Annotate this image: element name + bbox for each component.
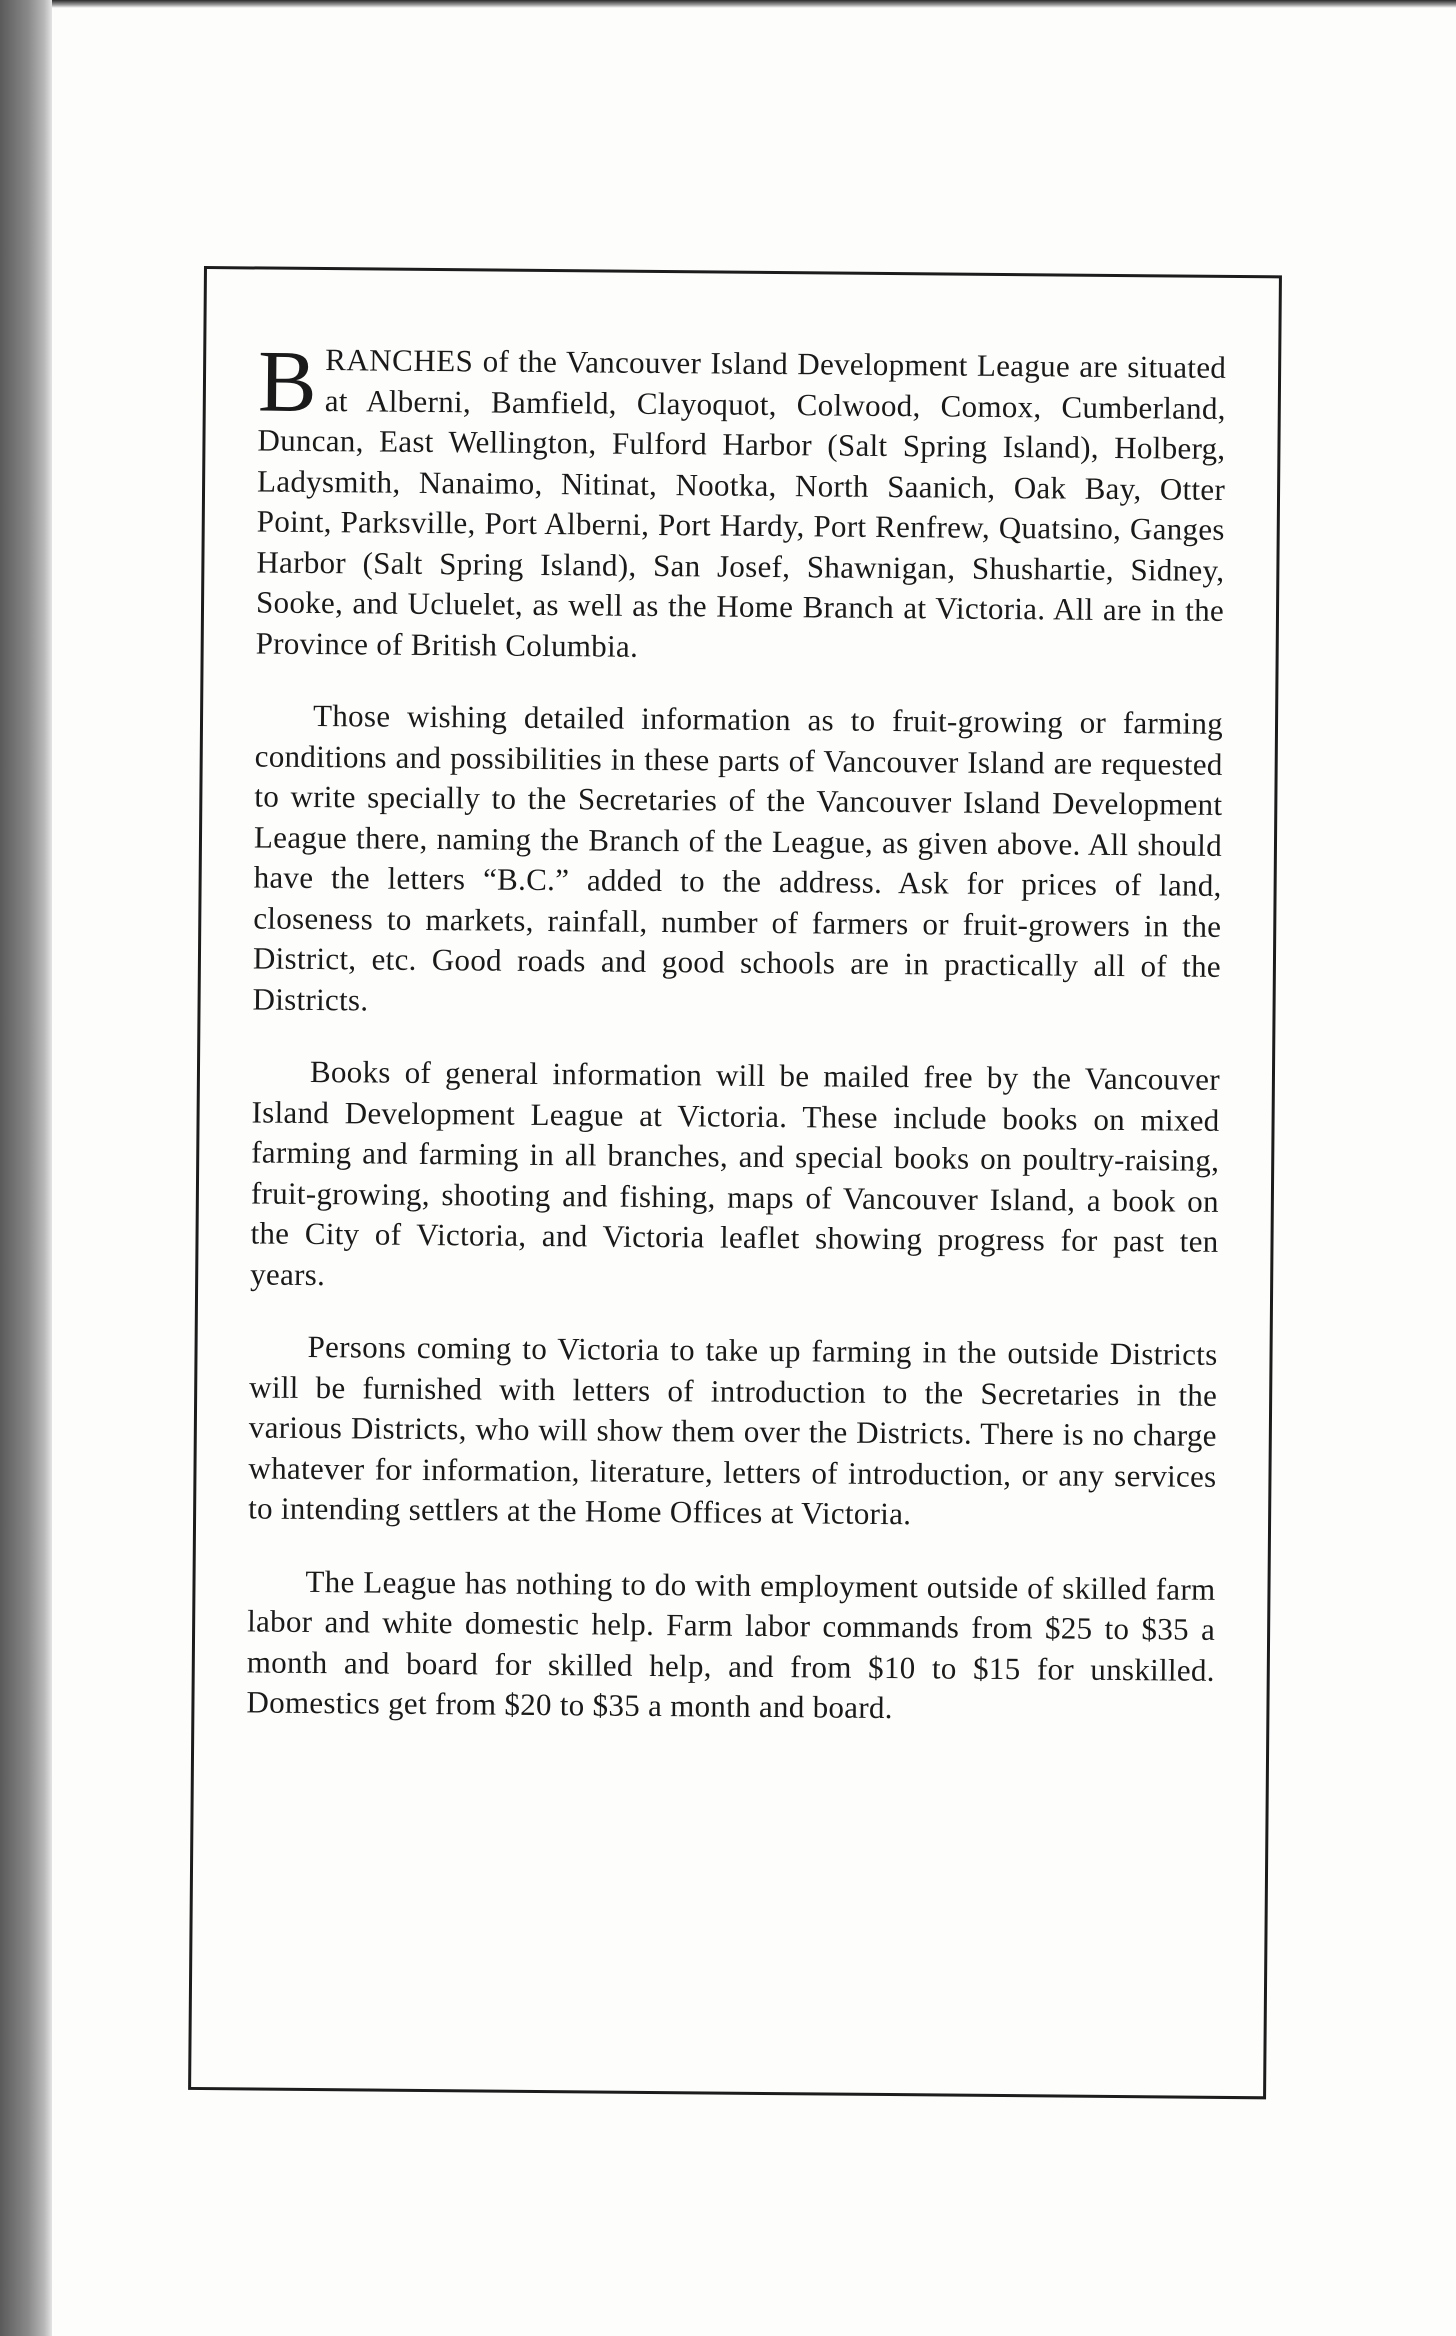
- text-frame: [188, 266, 1282, 2099]
- drop-cap: B: [257, 333, 318, 431]
- lead-word: RANCHES: [325, 342, 474, 379]
- paragraph-branches: [255, 333, 1227, 671]
- article-body: [246, 333, 1227, 1763]
- page-top-edge: [52, 0, 1456, 8]
- paragraph-books: Books of general information will be mailed free by the Vancouver Island Development League at Victoria. These include books on mixed farming and farming in all branches, and special books on poultry-raising, fruit-growing, shooting and fishing, maps of Vancouver Island, a book on the City of Victoria, and Victoria leaflet showing progress for past ten years.: [250, 1053, 1221, 1292]
- paragraph-information: Those wishing detailed information as to fruit-growing or farming conditions and possibilities in these parts of Vancouver Island are requested to write specially to the Secretaries of the Vancouver Island Development League there, naming the Branch of the League, as given above. All should have the letters “B.C.” added to the address. Ask for prices of land, closeness to markets, rainfall, number of farmers or fruit-growers in the District, etc. Good roads and good schools are in practically all of the Districts.: [252, 697, 1224, 1017]
- paragraph-branches-text: of the Vancouver Island Development League are situated at Alberni, Bamfield, Clayoquot, Colwood, Comox, Cumberland, Duncan, East Wellington, Fulford Harbor (Salt Spring Island), Holberg, Ladysmith, Nanaimo, Nitinat, Nootka, North Saanich, Oak Bay, Otter Point, Parksville, Port Alberni, Port Hardy, Port Renfrew, Quatsino, Ganges Harbor (Salt Spring Island), San Josef, Shawnigan, Shushartie, Sidney, Sooke, and Ucluelet, as well as the Home Branch at Victoria. All are in the Province of British Columbia.: [255, 343, 1227, 664]
- paragraph-persons: Persons coming to Victoria to take up farming in the outside Districts will be furnished with letters of introduction to the Secretaries in the various Districts, who will show them over the Districts. There is no charge whatever for information, literature, letters of introduction, or any services to intending settlers at the Home Offices at Victoria.: [248, 1328, 1218, 1532]
- book-spine-shadow: [0, 0, 52, 2336]
- paragraph-employment: The League has nothing to do with employment outside of skilled farm labor and white domestic help. Farm labor commands from $25 to $35 a month and board for skilled help, and from $10 to $15 for unskilled. Domestics get from $20 to $35 a month and board.: [246, 1563, 1216, 1726]
- page: [52, 8, 1456, 2336]
